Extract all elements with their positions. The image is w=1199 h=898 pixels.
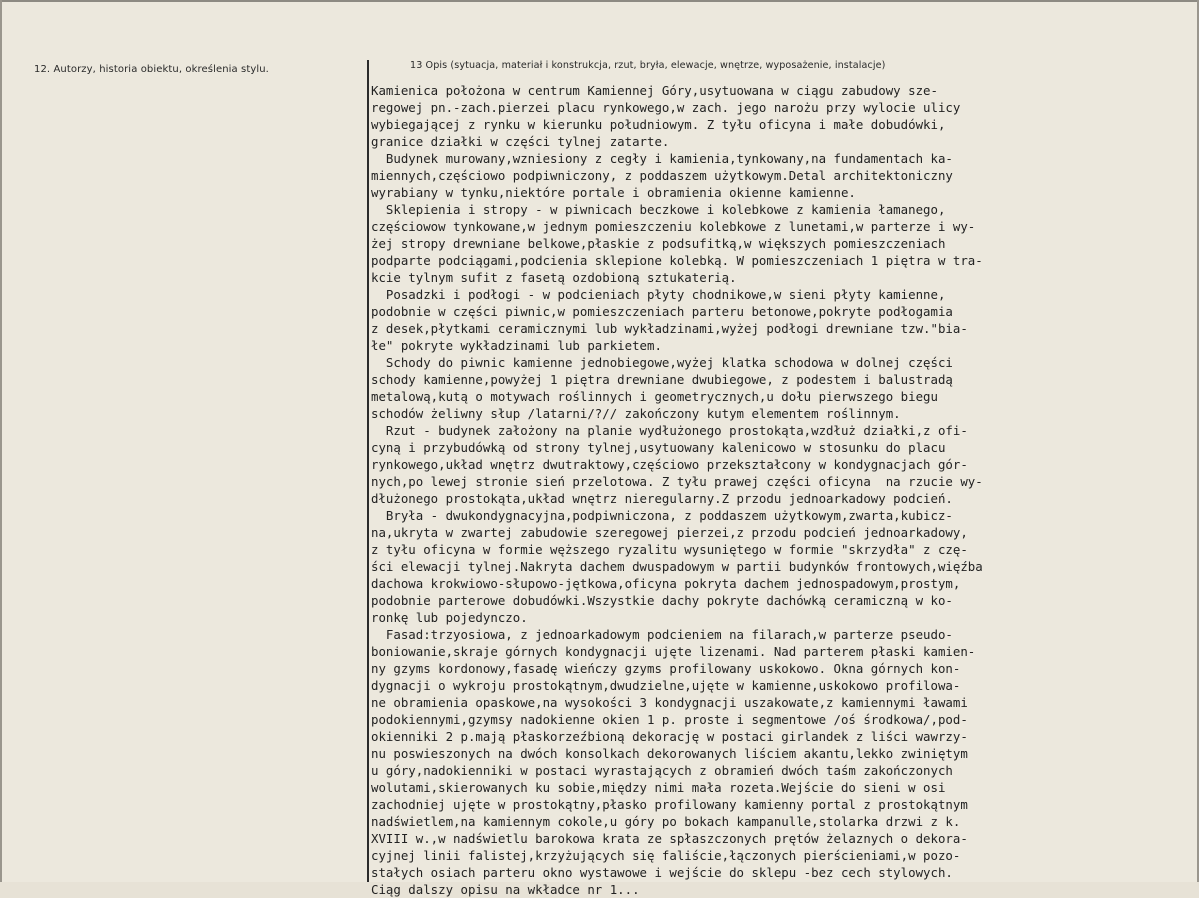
description-line: cyjnej linii falistej,krzyżujących się faliście,łączonych pierścieniami,w pozo- xyxy=(371,848,961,863)
description-line: regowej pn.-zach.pierzei placu rynkowego,w zach. jego narożu przy wylocie ulicy xyxy=(371,100,961,115)
left-border xyxy=(0,0,2,882)
description-line: wybiegającej z rynku w kierunku południowym. Z tyłu oficyna i małe dobudówki, xyxy=(371,117,946,132)
description-line: dygnacji o wykroju prostokątnym,dwudzielne,ujęte w kamienne,uskokowo profilowa- xyxy=(371,678,961,693)
description-line: dachowa krokwiowo-słupowo-jętkowa,oficyna pokryta dachem jednospadowym,prostym, xyxy=(371,576,961,591)
description-line: kcie tylnym sufit z fasetą ozdobioną sztukaterią. xyxy=(371,270,737,285)
description-line: Schody do piwnic kamienne jednobiegowe,wyżej klatka schodowa w dolnej części xyxy=(371,355,953,370)
description-line: Ciąg dalszy opisu na wkładce nr 1... xyxy=(371,882,640,897)
description-line: stałych osiach parteru okno wystawowe i wejście do sklepu -bez cech stylowych. xyxy=(371,865,953,880)
description-line: nych,po lewej stronie sień przelotowa. Z tyłu prawej części oficyna na rzucie wy- xyxy=(371,474,983,489)
description-line: na,ukryta w zwartej zabudowie szeregowej pierzei,z przodu podcień jednoarkadowy, xyxy=(371,525,968,540)
description-line: schody kamienne,powyżej 1 piętra drewniane dwubiegowe, z podestem i balustradą xyxy=(371,372,953,387)
description-line: nadświetlem,na kamiennym cokole,u góry po bokach kampanulle,stolarka drzwi z k. xyxy=(371,814,961,829)
description-line: Rzut - budynek założony na planie wydłużonego prostokąta,wzdłuż działki,z ofi- xyxy=(371,423,968,438)
description-line: ne obramienia opaskowe,na wysokości 3 kondygnacji uszakowate,z kamiennymi ławami xyxy=(371,695,968,710)
top-border xyxy=(0,0,1199,2)
description-line: z desek,płytkami ceramicznymi lub wykładzinami,wyżej podłogi drewniane tzw."bia- xyxy=(371,321,968,336)
description-line: XVIII w.,w nadświetlu barokowa krata ze spłaszczonych prętów żelaznych o dekora- xyxy=(371,831,968,846)
description-line: dłużonego prostokąta,układ wnętrz nieregularny.Z przodu jednoarkadowy podcień. xyxy=(371,491,953,506)
description-line: boniowanie,skraje górnych kondygnacji ujęte lizenami. Nad parterem płaski kamien- xyxy=(371,644,976,659)
description-line: podparte podciągami,podcienia sklepione kolebką. W pomieszczeniach 1 piętra w tra- xyxy=(371,253,983,268)
section-13-heading: 13 Opis (sytuacja, materiał i konstrukcja, rzut, bryła, elewacje, wnętrze, wyposażenie, instalacje) xyxy=(410,60,886,71)
description-line: Sklepienia i stropy - w piwnicach beczkowe i kolebkowe z kamienia łamanego, xyxy=(371,202,946,217)
description-line: Budynek murowany,wzniesiony z cegły i kamienia,tynkowany,na fundamentach ka- xyxy=(371,151,953,166)
description-line: z tyłu oficyna w formie węższego ryzalitu wysuniętego w formie "skrzydła" z czę- xyxy=(371,542,968,557)
description-text xyxy=(371,82,983,898)
description-line: podobnie w części piwnic,w pomieszczeniach parteru betonowe,pokryte podłogamia xyxy=(371,304,953,319)
description-line: ny gzyms kordonowy,fasadę wieńczy gzyms profilowany uskokowo. Okna górnych kon- xyxy=(371,661,961,676)
description-line: Posadzki i podłogi - w podcieniach płyty chodnikowe,w sieni płyty kamienne, xyxy=(371,287,946,302)
description-line: wyrabiany w tynku,niektóre portale i obramienia okienne kamienne. xyxy=(371,185,856,200)
description-line: podokiennymi,gzymsy nadokienne okien 1 p. proste i segmentowe /oś środkowa/,pod- xyxy=(371,712,968,727)
description-line: schodów żeliwny słup /latarni/?// zakończony kutym elementem roślinnym. xyxy=(371,406,901,421)
description-line: Kamienica położona w centrum Kamiennej Góry,usytuowana w ciągu zabudowy sze- xyxy=(371,83,938,98)
description-line: miennych,częściowo podpiwniczony, z poddaszem użytkowym.Detal architektoniczny xyxy=(371,168,953,183)
description-line: podobnie parterowe dobudówki.Wszystkie dachy pokryte dachówką ceramiczną w ko- xyxy=(371,593,953,608)
description-line: ronkę lub pojedynczo. xyxy=(371,610,528,625)
description-line: żej stropy drewniane belkowe,płaskie z podsufitką,w większych pomieszczeniach xyxy=(371,236,946,251)
description-line: ści elewacji tylnej.Nakryta dachem dwuspadowym w partii budynków frontowych,więźba xyxy=(371,559,983,574)
column-divider xyxy=(367,60,369,882)
description-line: zachodniej ujęte w prostokątny,płasko profilowany kamienny portal z prostokątnym xyxy=(371,797,968,812)
description-line: nu poswieszonych na dwóch konsolkach dekorowanych liściem akantu,lekko zwiniętym xyxy=(371,746,968,761)
description-line: wolutami,skierowanych ku sobie,między nimi mała rozeta.Wejście do sieni w osi xyxy=(371,780,946,795)
description-line: łe" pokryte wykładzinami lub parkietem. xyxy=(371,338,662,353)
section-12-heading: 12. Autorzy, historia obiektu, określenia stylu. xyxy=(34,64,269,75)
description-line: częściowow tynkowane,w jednym pomieszczeniu kolebkowe z lunetami,w parterze i wy- xyxy=(371,219,976,234)
description-line: rynkowego,układ wnętrz dwutraktowy,częściowo przekształcony w kondygnacjach gór- xyxy=(371,457,968,472)
description-line: Fasad:trzyosiowa, z jednoarkadowym podcieniem na filarach,w parterze pseudo- xyxy=(371,627,953,642)
description-line: okienniki 2 p.mają płaskorzeźbioną dekorację w postaci girlandek z liści wawrzy- xyxy=(371,729,968,744)
description-line: granice działki w części tylnej zatarte. xyxy=(371,134,670,149)
description-line: metalową,kutą o motywach roślinnych i geometrycznych,u dołu pierwszego biegu xyxy=(371,389,938,404)
description-line: Bryła - dwukondygnacyjna,podpiwniczona, z poddaszem użytkowym,zwarta,kubicz- xyxy=(371,508,953,523)
description-line: cyną i przybudówką od strony tylnej,usytuowany kalenicowo w stosunku do placu xyxy=(371,440,946,455)
description-line: u góry,nadokienniki w postaci wyrastających z obramień dwóch taśm zakończonych xyxy=(371,763,953,778)
